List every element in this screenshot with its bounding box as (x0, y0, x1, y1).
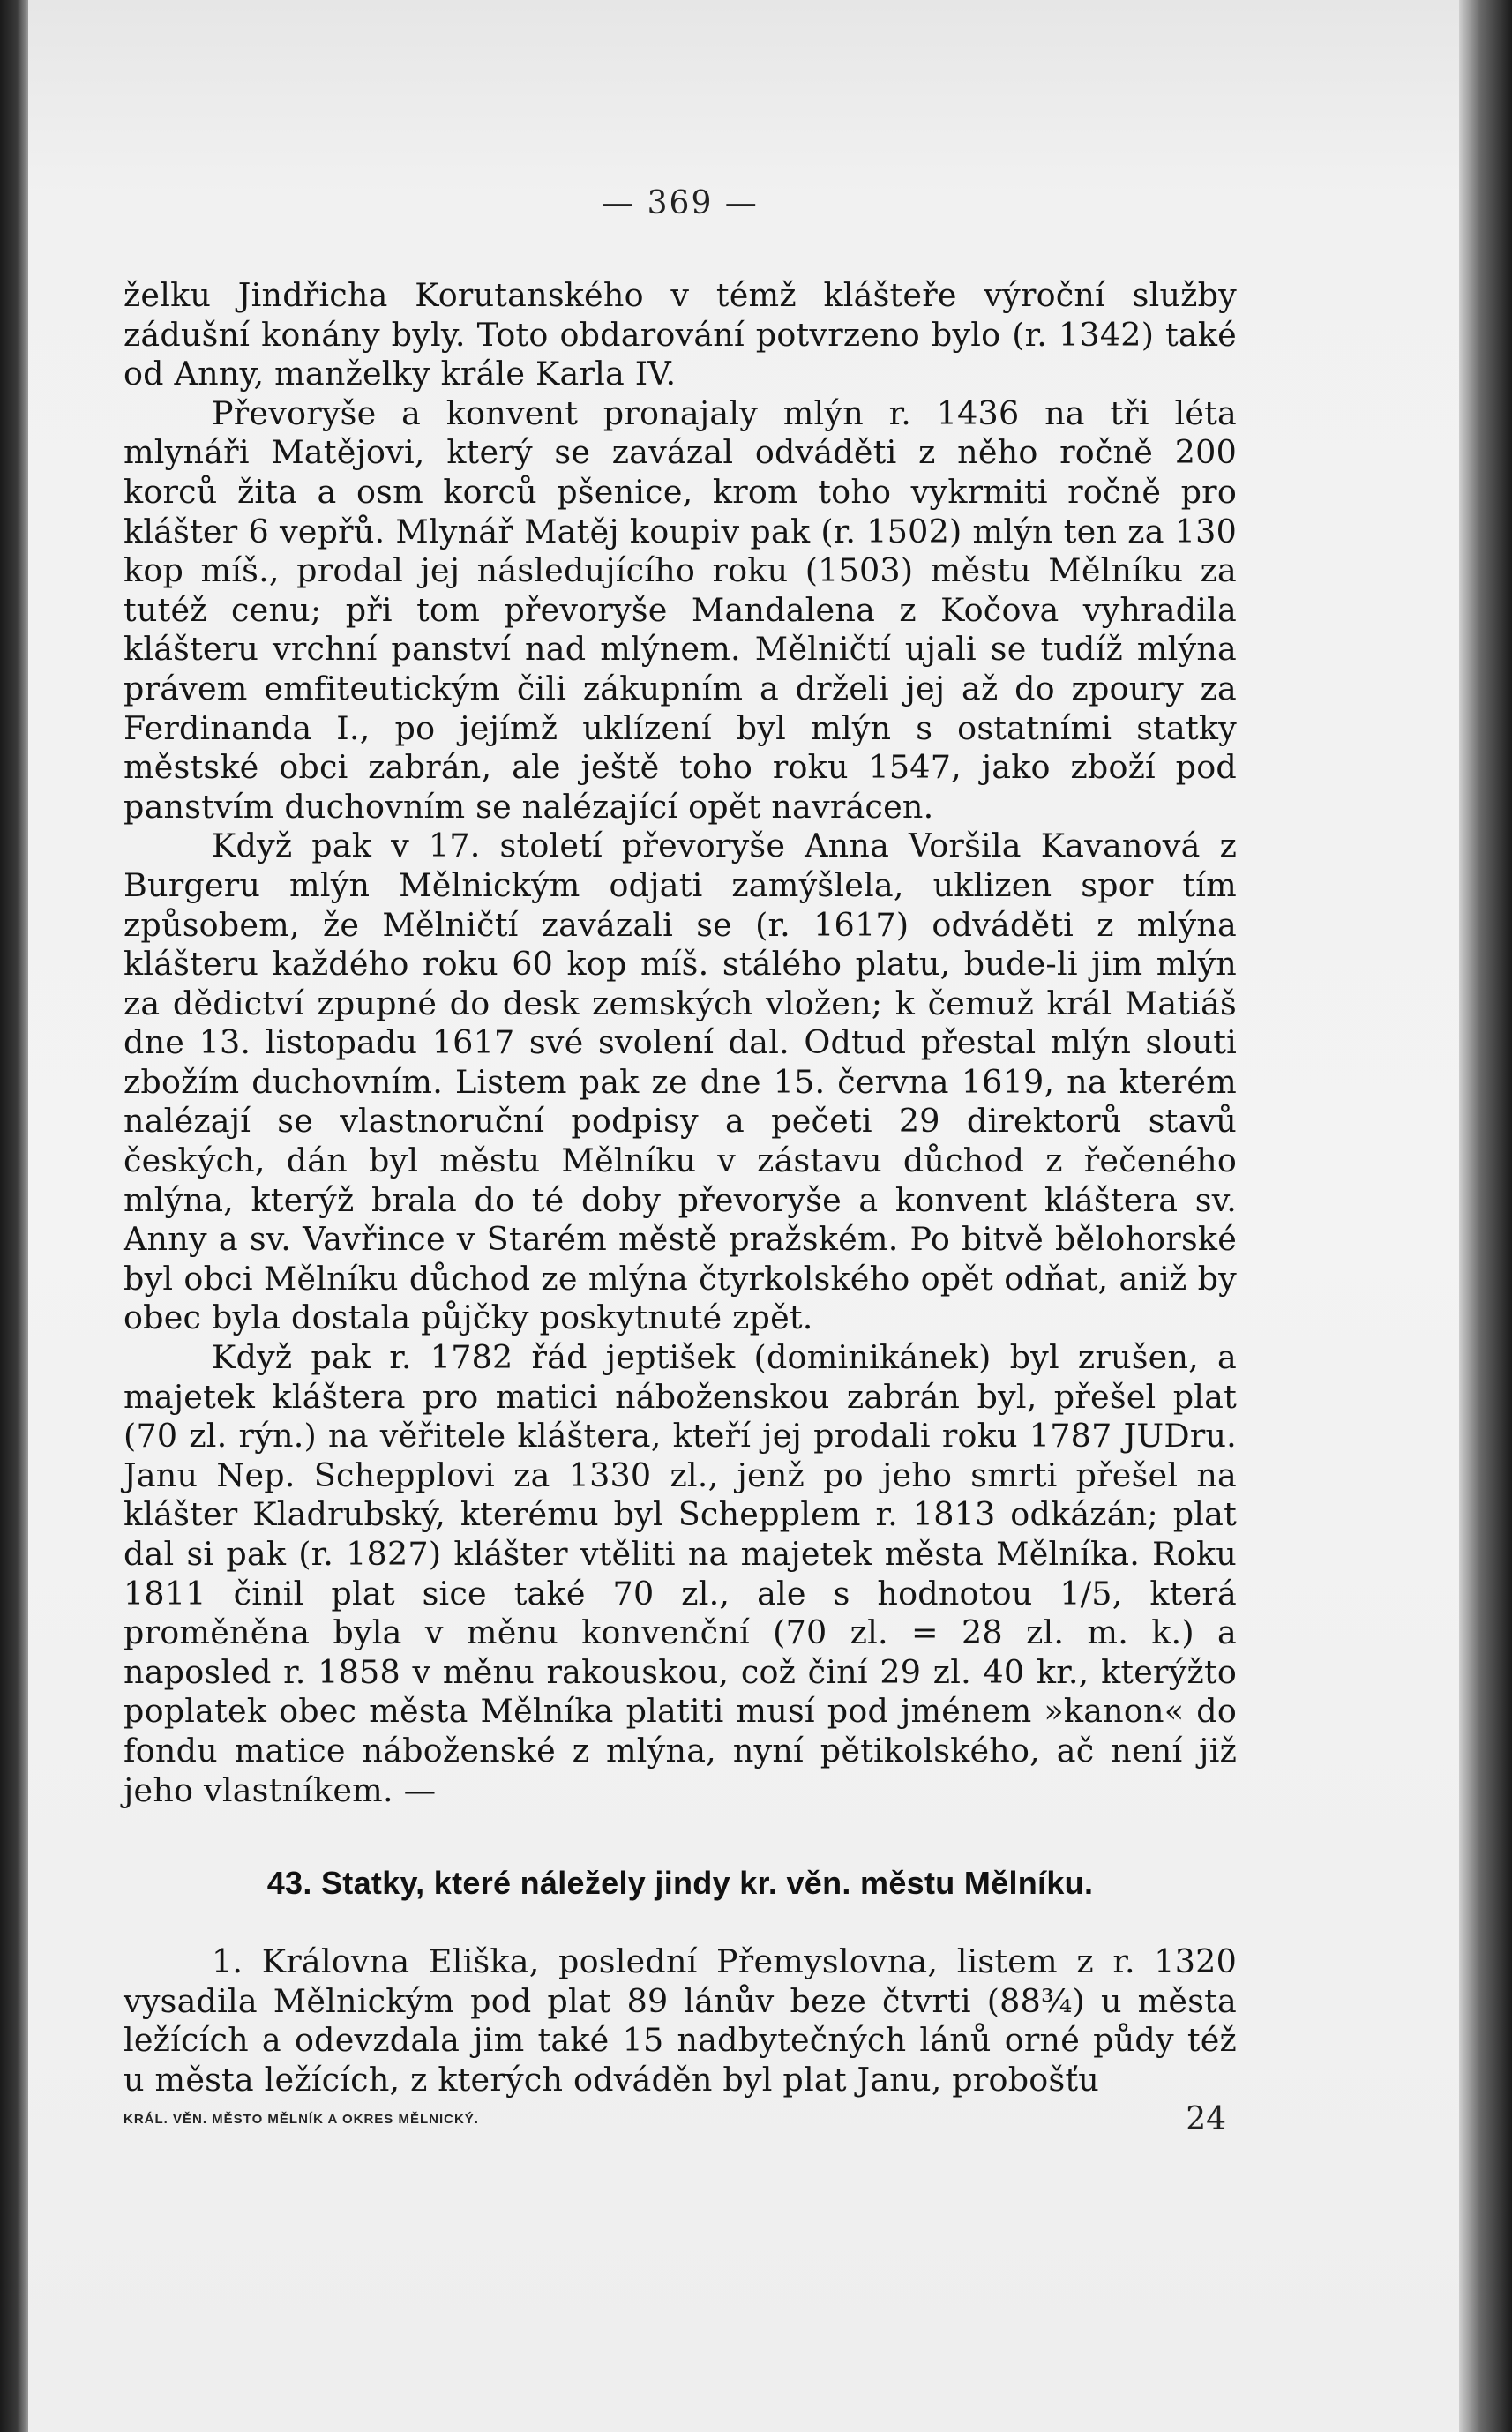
paragraph-4: Když pak r. 1782 řád jeptišek (dominikánek) byl zrušen, a majetek kláštera pro matici náboženskou zabrán byl, přešel plat (70 zl. rýn.) na věřitele kláštera, kteří jej prodali roku 1787 JUDru. Janu Nep. Schepplovi za 1330 zl., jenž po jeho smrti přešel na klášter Kladrubský, kterému byl Schepplem r. 1813 odkázán; plat dal si pak (r. 1827) klášter vtěliti na majetek města Mělníka. Roku 1811 činil plat sice také 70 zl., ale s hodnotou 1/5, která proměněna byla v měnu konvenční (70 zl. = 28 zl. m. k.) a naposled r. 1858 v měnu rakouskou, což činí 29 zl. 40 kr., kterýžto poplatek obec města Mělníka platiti musí pod jménem »kanon« do fondu matice náboženské z mlýna, nyní pětikolského, ač není již jeho vlastníkem. — (124, 1338, 1237, 1809)
paragraph-1: želku Jindřicha Korutanského v témž klášteře výroční služby zádušní konány byly. Toto obdarování potvrzeno bylo (r. 1342) také od Anny, manželky krále Karla IV. (124, 276, 1237, 393)
paragraph-3: Když pak v 17. století převoryše Anna Voršila Kavanová z Burgeru mlýn Mělnickým odjati zamýšlela, uklizen spor tím způsobem, že Mělničtí zavázali se (r. 1617) odváděti z mlýna klášteru každého roku 60 kop míš. stálého platu, bude-li jim mlýn za dědictví zpupné do desk zemských vložen; k čemuž král Matiáš dne 13. listopadu 1617 své svolení dal. Odtud přestal mlýn slouti zbožím duchovním. Listem pak ze dne 15. června 1619, na kterém nalézají se vlastnoruční podpisy a pečeti 29 direktorů stavů českých, dán byl městu Mělníku v zástavu důchod z řečeného mlýna, kterýž brala do té doby převoryše a konvent kláštera sv. Anny a sv. Vavřince v Starém městě pražském. Po bitvě bělohorské byl obci Mělníku důchod ze mlýna čtyrkolského opět odňat, aniž by obec byla dostala půjčky poskytnuté zpět. (124, 827, 1237, 1337)
paragraph-2: Převoryše a konvent pronajaly mlýn r. 1436 na tři léta mlynáři Matějovi, který se zavázal odváděti z něho ročně 200 korců žita a osm korců pšenice, krom toho vykrmiti ročně pro klášter 6 vepřů. Mlynář Matěj koupiv pak (r. 1502) mlýn ten za 130 kop míš., prodal jej následujícího roku (1503) městu Mělníku za tutéž cenu; při tom převoryše Mandalena z Kočova vyhradila klášteru vrchní panství nad mlýnem. Mělničtí ujali se tudíž mlýna právem emfiteutickým čili zákupním a drželi jej až do zpoury za Ferdinanda I., po jejímž uklízení byl mlýn s ostatními statky městské obci zabrán, ale ještě toho roku 1547, jako zboží pod panstvím duchovním se nalézající opět navrácen. (124, 393, 1237, 826)
page-number: — 369 — (602, 185, 759, 221)
scan-border-right (1459, 0, 1512, 2432)
page-footer (124, 2101, 1237, 2136)
section-paragraph: 1. Královna Eliška, poslední Přemyslovna, listem z r. 1320 vysadila Mělnickým pod plat 89 lánův beze čtvrti (88¾) u města ležících a odevzdala jim také 15 nadbytečných lánů orné půdy též u města ležících, z kterých odváděn byl plat Janu, probošťu (124, 1942, 1237, 2099)
footer-signature: KRÁL. VĚN. MĚSTO MĚLNÍK A OKRES MĚLNICKÝ. (124, 2112, 479, 2127)
section-gap (124, 1810, 1237, 1865)
page-content (124, 185, 1237, 2100)
section-heading: 43. Statky, které náležely jindy kr. věn. městu Mělníku. (266, 1865, 1094, 1902)
book-page (28, 0, 1459, 2432)
scan-border-left (0, 0, 28, 2432)
sheet-number: 24 (1186, 2101, 1226, 2137)
